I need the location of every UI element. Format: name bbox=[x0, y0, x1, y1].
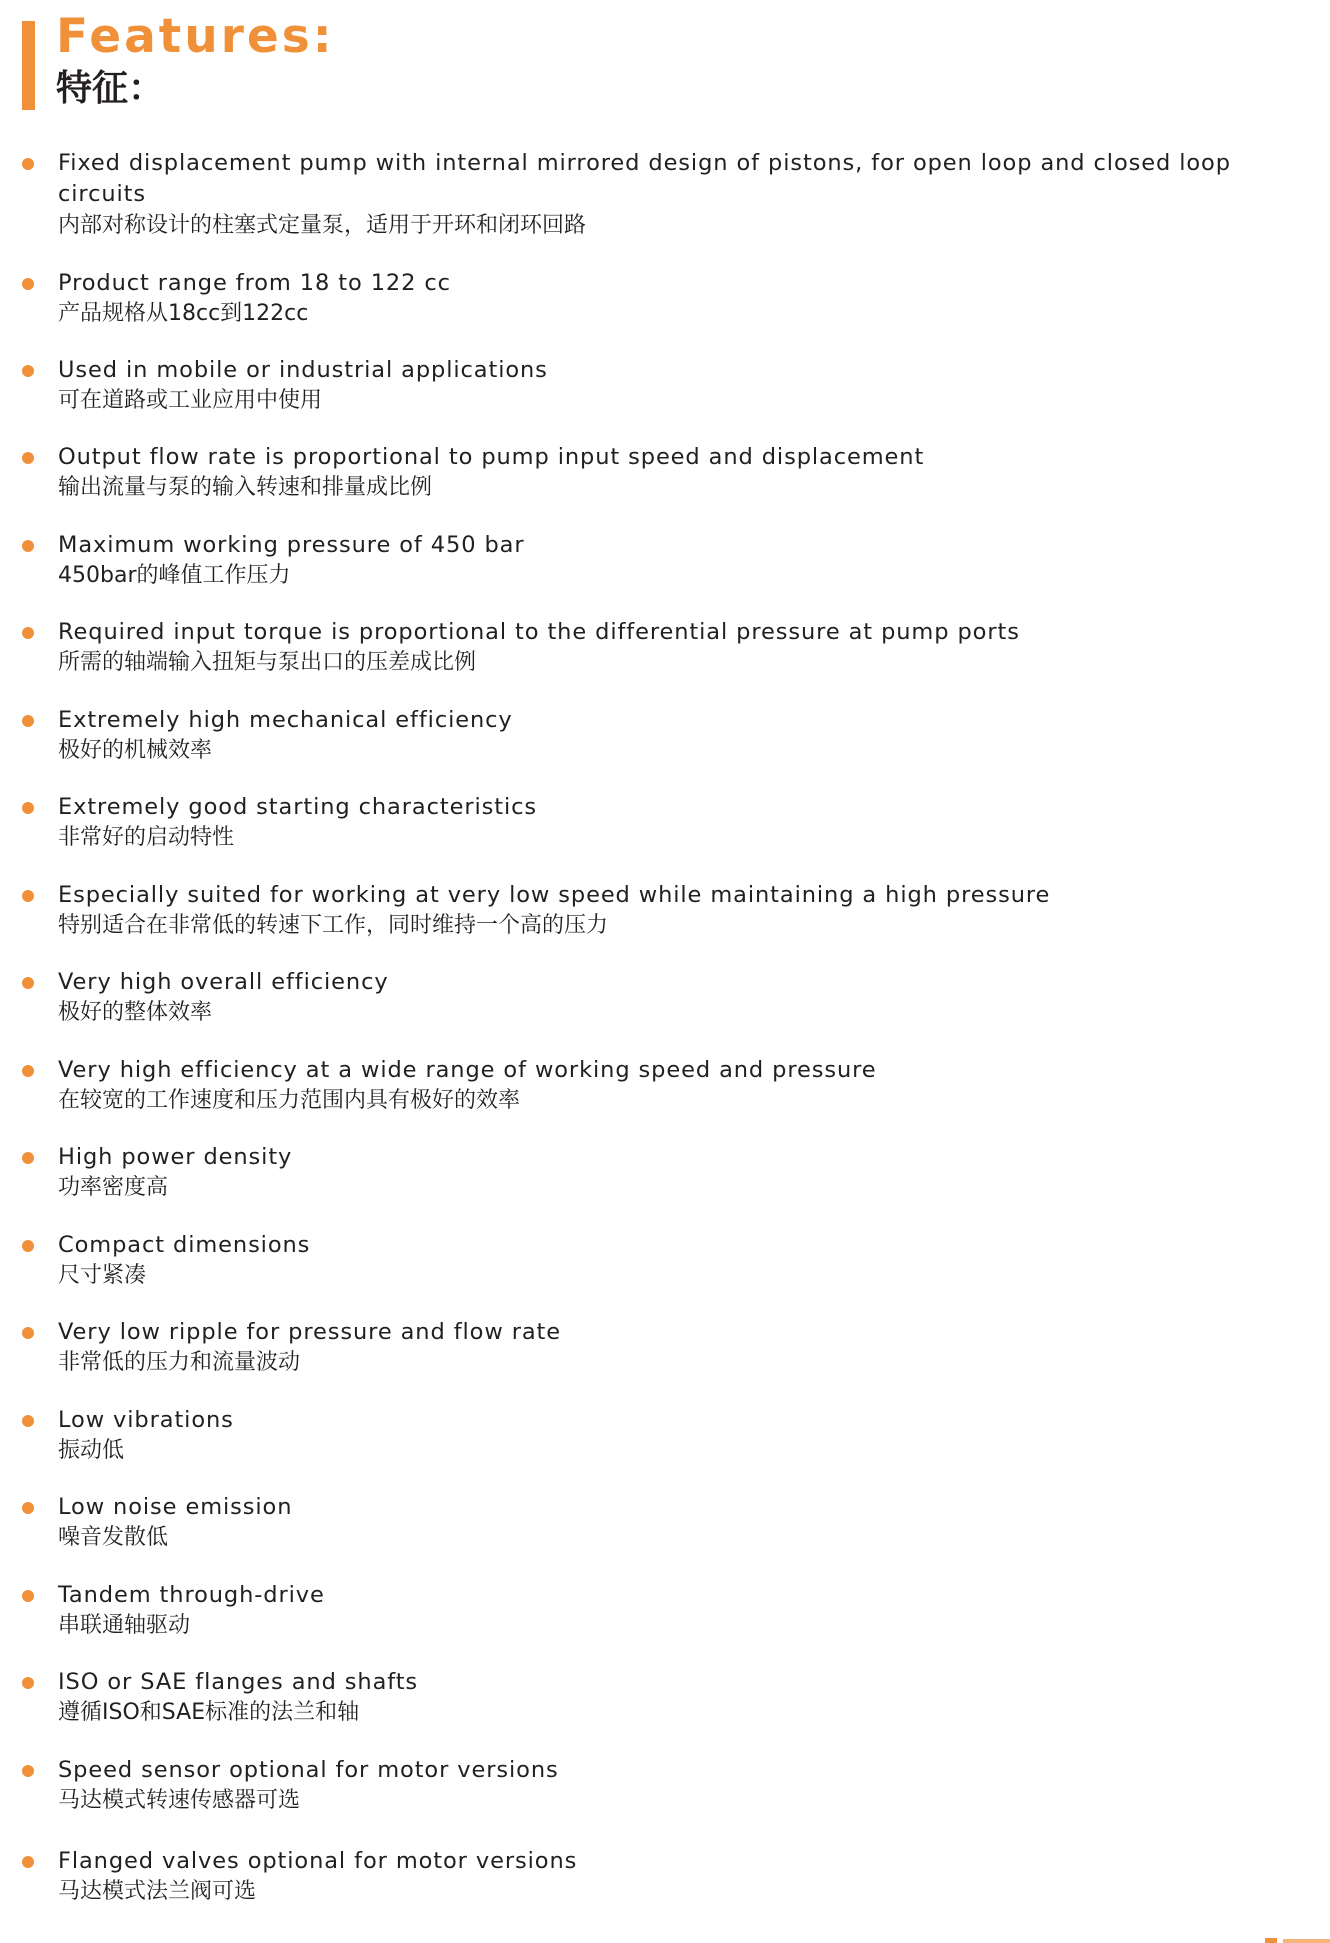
page-title-en: Features: bbox=[56, 9, 335, 64]
feature-text-en: Fixed displacement pump with internal mirrored design of pistons, for open loop and closed loop bbox=[58, 150, 1231, 176]
feature-text-zh: 特别适合在非常低的转速下工作，同时维持一个高的压力 bbox=[58, 913, 609, 938]
feature-text-en: Compact dimensions bbox=[58, 1232, 311, 1258]
feature-text-en: Very high efficiency at a wide range of working speed and pressure bbox=[58, 1057, 877, 1083]
bullet-icon bbox=[22, 452, 34, 464]
feature-text-zh: 在较宽的工作速度和压力范围内具有极好的效率 bbox=[58, 1088, 521, 1113]
bullet-icon bbox=[22, 890, 34, 902]
bullet-icon bbox=[22, 802, 34, 814]
feature-text-en: Speed sensor optional for motor versions bbox=[58, 1757, 559, 1783]
feature-text-zh: 极好的整体效率 bbox=[58, 1000, 213, 1025]
feature-text-zh: 极好的机械效率 bbox=[58, 738, 213, 763]
feature-text-zh: 内部对称设计的柱塞式定量泵，适用于开环和闭环回路 bbox=[58, 213, 587, 238]
feature-text-en: ISO or SAE flanges and shafts bbox=[58, 1669, 419, 1695]
feature-text-zh: 输出流量与泵的输入转速和排量成比例 bbox=[58, 475, 433, 500]
bullet-icon bbox=[22, 1415, 34, 1427]
feature-text-en: Low noise emission bbox=[58, 1494, 293, 1520]
bullet-icon bbox=[22, 1765, 34, 1777]
feature-text-en: Extremely high mechanical efficiency bbox=[58, 707, 513, 733]
feature-text-en: Low vibrations bbox=[58, 1407, 234, 1433]
feature-text-en: Flanged valves optional for motor versions bbox=[58, 1848, 578, 1874]
feature-text-zh: 非常低的压力和流量波动 bbox=[58, 1350, 301, 1375]
feature-text-en: Used in mobile or industrial applications bbox=[58, 357, 548, 383]
bullet-icon bbox=[22, 1065, 34, 1077]
feature-text-en: Especially suited for working at very low speed while maintaining a high pressure bbox=[58, 882, 1051, 908]
feature-text-zh: 可在道路或工业应用中使用 bbox=[58, 388, 323, 413]
feature-text-zh: 产品规格从18cc到122cc bbox=[58, 301, 309, 326]
feature-text-zh: 遵循ISO和SAE标准的法兰和轴 bbox=[58, 1700, 360, 1725]
bullet-icon bbox=[22, 1240, 34, 1252]
bullet-icon bbox=[22, 365, 34, 377]
feature-text-zh: 马达模式法兰阀可选 bbox=[58, 1879, 257, 1904]
bullet-icon bbox=[22, 540, 34, 552]
feature-text-zh: 串联通轴驱动 bbox=[58, 1613, 191, 1638]
feature-text-zh: 马达模式转速传感器可选 bbox=[58, 1788, 301, 1813]
feature-text-en: Product range from 18 to 122 cc bbox=[58, 270, 451, 296]
bullet-icon bbox=[22, 1152, 34, 1164]
feature-text-zh: 非常好的启动特性 bbox=[58, 825, 235, 850]
bullet-icon bbox=[22, 977, 34, 989]
feature-text-en: Required input torque is proportional to the differential pressure at pump ports bbox=[58, 619, 1020, 645]
bullet-icon bbox=[22, 1327, 34, 1339]
feature-text-en: Output flow rate is proportional to pump input speed and displacement bbox=[58, 444, 925, 470]
feature-text-en: Extremely good starting characteristics bbox=[58, 794, 538, 820]
feature-text-zh: 所需的轴端输入扭矩与泵出口的压差成比例 bbox=[58, 650, 477, 675]
feature-text-en: Tandem through-drive bbox=[58, 1582, 325, 1608]
bullet-icon bbox=[22, 158, 34, 170]
footer-accent-mark bbox=[1265, 1938, 1277, 1943]
bullet-icon bbox=[22, 278, 34, 290]
bullet-icon bbox=[22, 1502, 34, 1514]
feature-text-zh: 450bar的峰值工作压力 bbox=[58, 563, 291, 588]
page-title-zh: 特征： bbox=[56, 68, 165, 109]
bullet-icon bbox=[22, 1856, 34, 1868]
feature-text-en-continued: circuits bbox=[58, 181, 147, 207]
feature-text-zh: 振动低 bbox=[58, 1438, 125, 1463]
bullet-icon bbox=[22, 715, 34, 727]
feature-text-en: Maximum working pressure of 450 bar bbox=[58, 532, 525, 558]
feature-text-en: Very high overall efficiency bbox=[58, 969, 389, 995]
feature-text-zh: 噪音发散低 bbox=[58, 1525, 169, 1550]
feature-text-zh: 功率密度高 bbox=[58, 1175, 169, 1200]
feature-text-en: Very low ripple for pressure and flow rate bbox=[58, 1319, 561, 1345]
feature-text-en: High power density bbox=[58, 1144, 293, 1170]
footer-accent-bar bbox=[1283, 1939, 1330, 1943]
feature-text-zh: 尺寸紧凑 bbox=[58, 1263, 147, 1288]
bullet-icon bbox=[22, 627, 34, 639]
bullet-icon bbox=[22, 1590, 34, 1602]
bullet-icon bbox=[22, 1677, 34, 1689]
header-accent-bar bbox=[22, 21, 35, 110]
